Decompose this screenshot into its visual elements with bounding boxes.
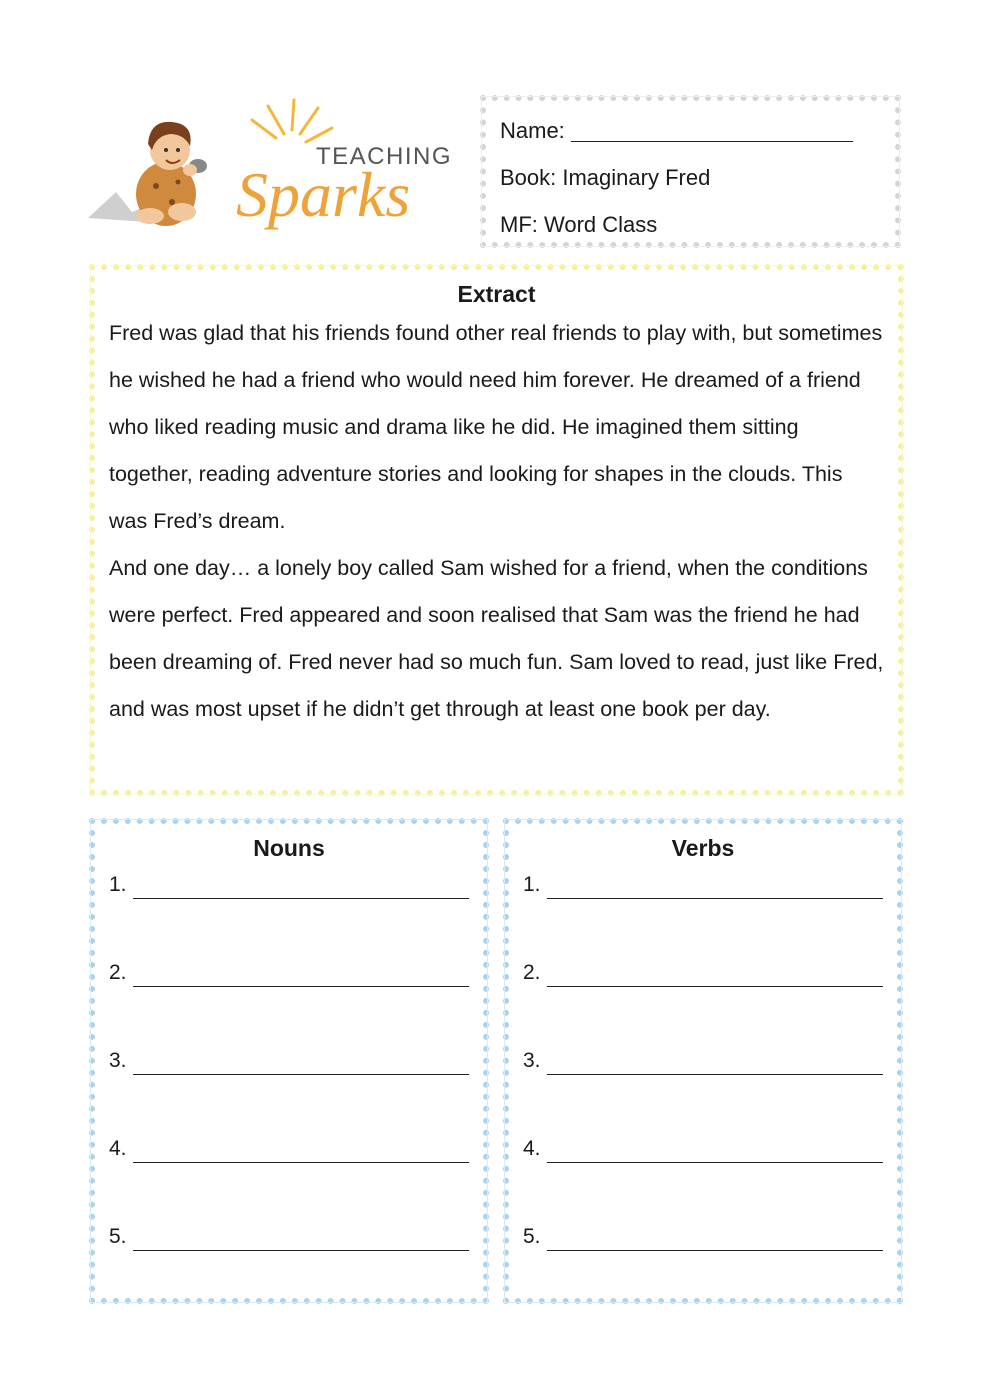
answer-line[interactable] xyxy=(133,958,469,987)
noun-answer-row xyxy=(109,1134,469,1222)
mf-label: MF: Word Class xyxy=(500,212,658,237)
answer-line[interactable] xyxy=(547,1134,883,1163)
row-number: 4. xyxy=(109,1137,127,1160)
answer-line[interactable] xyxy=(547,1222,883,1251)
nouns-box xyxy=(89,818,489,1304)
teaching-sparks-logo xyxy=(86,94,466,244)
nouns-heading: Nouns xyxy=(253,835,325,861)
verb-answer-row xyxy=(523,958,883,1046)
noun-answer-row xyxy=(109,1046,469,1134)
row-number: 1. xyxy=(109,873,127,896)
row-number: 3. xyxy=(523,1049,541,1072)
extract-heading: Extract xyxy=(457,281,536,307)
verb-answer-row xyxy=(523,1134,883,1222)
verbs-box xyxy=(503,818,903,1304)
answer-line[interactable] xyxy=(547,1046,883,1075)
student-info-box xyxy=(480,95,901,248)
answer-line[interactable] xyxy=(547,870,883,899)
noun-answer-row xyxy=(109,1222,469,1310)
answer-line[interactable] xyxy=(133,1222,469,1251)
row-number: 4. xyxy=(523,1137,541,1160)
row-number: 3. xyxy=(109,1049,127,1072)
extract-text xyxy=(109,310,884,733)
extract-paragraph-1: Fred was glad that his friends found other real friends to play with, but sometimes he wished he had a friend who would need him forever. He dreamed of a friend who liked reading music and drama like he did. He imagined them sitting together, reading adventure stories and looking for shapes in the clouds. This was Fred’s dream. xyxy=(109,321,883,533)
verb-answer-row xyxy=(523,1046,883,1134)
verb-answer-row xyxy=(523,1222,883,1310)
name-write-line[interactable] xyxy=(571,115,853,142)
row-number: 2. xyxy=(523,961,541,984)
noun-answer-row xyxy=(109,958,469,1046)
verb-answer-row xyxy=(523,870,883,958)
answer-line[interactable] xyxy=(547,958,883,987)
book-title: Book: Imaginary Fred xyxy=(500,165,711,190)
name-label: Name: xyxy=(500,118,565,143)
name-row xyxy=(500,107,881,154)
logo-graphic xyxy=(86,94,466,244)
svg-text:TEACHING: TEACHING xyxy=(316,143,453,170)
extract-box xyxy=(89,264,904,796)
answer-line[interactable] xyxy=(133,1046,469,1075)
svg-text:Sparks: Sparks xyxy=(236,159,411,230)
row-number: 5. xyxy=(523,1225,541,1248)
extract-paragraph-2: And one day… a lonely boy called Sam wished for a friend, when the conditions were perfect. Fred appeared and soon realised that Sam was the friend he had been dreaming of. Fred never had so much fun. Sam loved to read, just like Fred, and was most upset if he didn’t get through at least one book per day. xyxy=(109,556,884,721)
verbs-heading: Verbs xyxy=(671,835,735,861)
noun-answer-row xyxy=(109,870,469,958)
row-number: 5. xyxy=(109,1225,127,1248)
row-number: 1. xyxy=(523,873,541,896)
row-number: 2. xyxy=(109,961,127,984)
answer-line[interactable] xyxy=(133,1134,469,1163)
answer-line[interactable] xyxy=(133,870,469,899)
